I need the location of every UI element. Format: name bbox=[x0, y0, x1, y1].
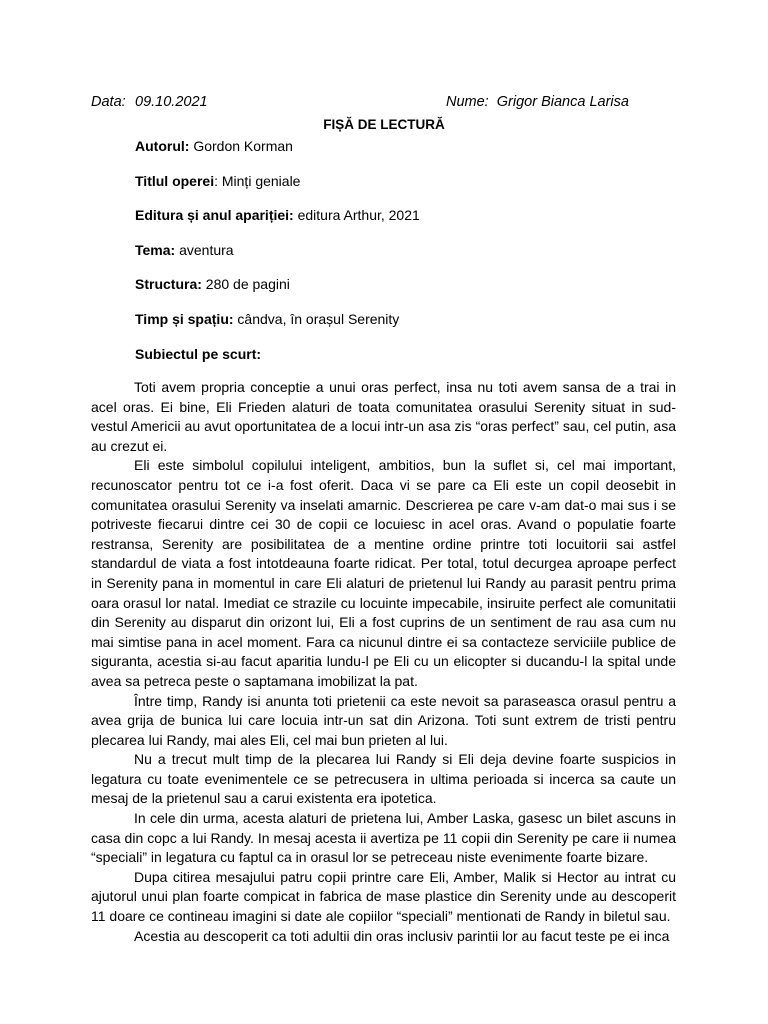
field-time-space bbox=[135, 311, 399, 327]
field-label: Titlul operei bbox=[135, 173, 215, 189]
field-value: editura Arthur, 2021 bbox=[293, 207, 420, 223]
paragraph: Acestia au descoperit ca toti adultii din oras inclusiv parintii lor au facut teste pe ei inca bbox=[134, 927, 670, 944]
field-value: 280 de pagini bbox=[201, 276, 290, 292]
field-label: Structura: bbox=[135, 276, 202, 292]
paragraph: In cele din urma, acesta alaturi de prietena lui, Amber Laska, gasesc un bilet ascuns in casa din copc a lui Randy. In mesaj acesta ii avertiza pe 11 copii din Serenity pe care ii numea “speciali” in legatura cu faptul ca in orasul lor se petreceau niste evenimente foarte bizare. bbox=[91, 810, 676, 866]
paragraph: Eli este simbolul copilului inteligent, ambitios, bun la suflet si, cel mai important, recunoscator pentru tot ce i-a fost oferit. Daca vi se pare ca Eli este un copil deosebit in comunitatea orasului Serenity va inselati amarnic. Descrierea pe care v-am dat-o mai sus i se potriveste fiecarui dintre cei 30 de copii ce locuiesc in acel oras. Avand o populatie foarte restransa, Serenity are posibilitatea de a mentine ordine printre toti locuitorii sai astfel standardul de viata a fost intotdeauna foarte ridicat. Per total, totul decurgea aproape perfect in Serenity pana in momentul in care Eli alaturi de prietenul lui Randy au parasit pentru prima oara orasul lor natal. Imediat ce strazile cu locuinte impecabile, insiruite perfect ale comunitatii din Serenity au disparut din orizont lui, Eli a fost cuprins de un sentiment de rau asa cum nu mai simtise pana in acel moment. Fara ca nicunul dintre ei sa contacteze serviciile publice de siguranta, acestia si-au facut aparitia lundu-l pe Eli cu un elicopter si ducandu-l la spital unde avea sa petreca peste o saptamana imobilizat la pat. bbox=[91, 457, 676, 689]
date-label: Data: bbox=[91, 94, 126, 110]
field-theme bbox=[135, 242, 234, 258]
field-publisher bbox=[135, 207, 420, 223]
summary-body bbox=[91, 378, 676, 946]
field-label: Timp și spațiu: bbox=[135, 311, 234, 327]
paragraph: Nu a trecut mult timp de la plecarea lui Randy si Eli deja devine foarte suspicios in legatura cu toate evenimentele ce se petrecusera in ultima perioada si incerca sa caute un mesaj de la prietenul sau a carui existenta era ipotetica. bbox=[91, 751, 676, 807]
field-value: aventura bbox=[175, 242, 234, 258]
field-summary-heading bbox=[135, 346, 261, 362]
field-label: Subiectul pe scurt: bbox=[135, 346, 262, 362]
paragraph: Între timp, Randy isi anunta toti prietenii ca este nevoit sa paraseasca orasul pentru a avea grija de bunica lui care locuia intr-un sat din Arizona. Toti sunt extrem de tristi pentru plecarea lui Randy, mai ales Eli, cel mai bun prieten al lui. bbox=[91, 692, 676, 748]
field-author bbox=[135, 138, 293, 154]
name-line bbox=[446, 94, 629, 110]
paragraph: Toti avem propria conceptie a unui oras perfect, insa nu toti avem sansa de a trai in acel oras. Ei bine, Eli Frieden alaturi de toata comunitatea orasului Serenity situat in sud-vestul Americii au avut oportunitatea de a locui intr-un asa zis “oras perfect” sau, cel putin, asa au crezut ei. bbox=[91, 379, 676, 454]
paragraph: Dupa citirea mesajului patru copii printre care Eli, Amber, Malik si Hector au intrat cu ajutorul unui plan foarte compicat in fabrica de mase plastice din Serenity unde au descoperit 11 doare ce contineau imagini si date ale copiilor “speciali” mentionati de Randy in biletul sau. bbox=[91, 868, 676, 925]
field-value: cândva, în orașul Serenity bbox=[233, 311, 400, 327]
field-label: Tema: bbox=[135, 242, 176, 258]
field-value: Gordon Korman bbox=[189, 138, 293, 154]
field-label: Autorul: bbox=[135, 138, 190, 154]
field-value: : Minți geniale bbox=[214, 173, 301, 189]
document-title: FIȘĂ DE LECTURĂ bbox=[323, 117, 445, 132]
field-structure bbox=[135, 276, 290, 292]
name-label: Nume: bbox=[446, 94, 489, 110]
field-label: Editura și anul apariției: bbox=[135, 207, 294, 223]
name-value: Grigor Bianca Larisa bbox=[496, 94, 629, 110]
date-value: 09.10.2021 bbox=[135, 94, 208, 110]
field-work-title bbox=[135, 173, 300, 189]
